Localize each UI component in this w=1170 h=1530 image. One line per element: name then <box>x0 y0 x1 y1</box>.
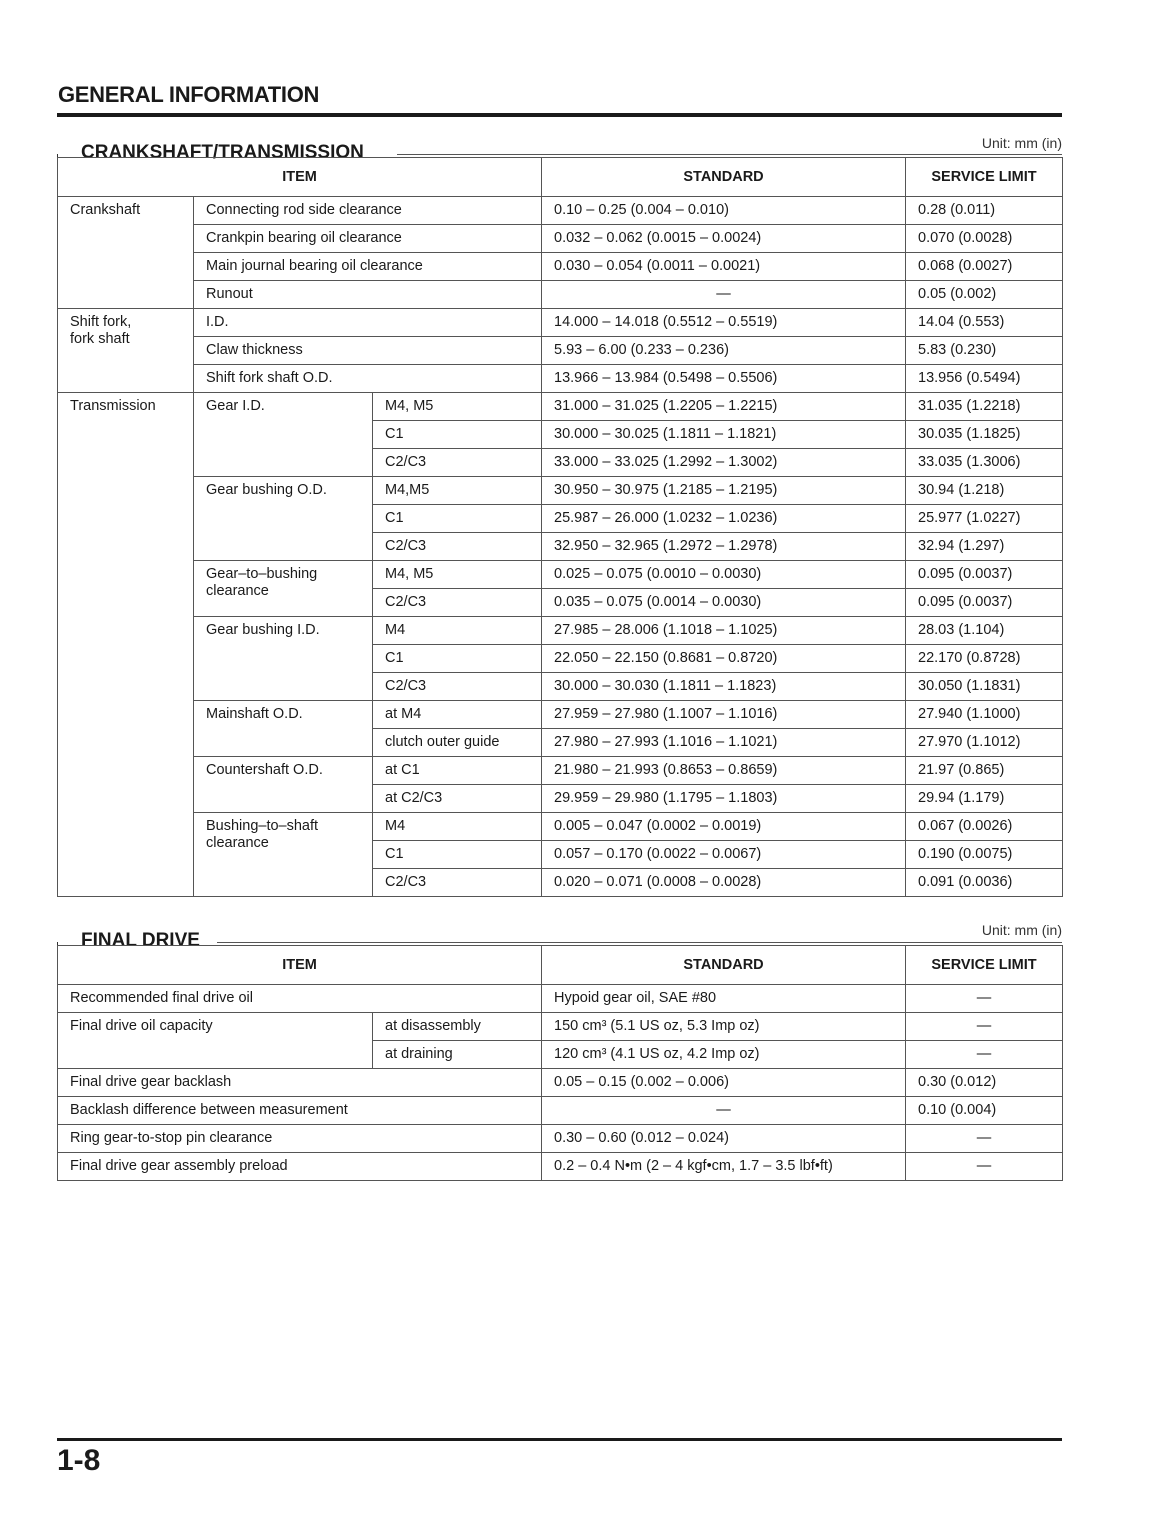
standard-value: 5.93 – 6.00 (0.233 – 0.236) <box>542 337 906 365</box>
table-row <box>58 757 1063 785</box>
limit-value: — <box>906 985 1063 1013</box>
col-header-standard: STANDARD <box>542 158 906 197</box>
table-row <box>58 1097 1063 1125</box>
sub-item: at draining <box>373 1041 542 1069</box>
heading-rule <box>217 942 1062 943</box>
table-row <box>58 1013 1063 1041</box>
item-label: Shift fork shaft O.D. <box>194 365 542 393</box>
crankshaft-spec-table <box>57 157 1063 897</box>
table-row <box>58 309 1063 337</box>
limit-value: — <box>906 1125 1063 1153</box>
table-row <box>58 1153 1063 1181</box>
item-label: Crankpin bearing oil clearance <box>194 225 542 253</box>
limit-value: 25.977 (1.0227) <box>906 505 1063 533</box>
item-label: Connecting rod side clearance <box>194 197 542 225</box>
item-label: Final drive oil capacity <box>58 1013 373 1069</box>
limit-value: 30.035 (1.1825) <box>906 421 1063 449</box>
item-label: Ring gear-to-stop pin clearance <box>58 1125 542 1153</box>
standard-value: 27.985 – 28.006 (1.1018 – 1.1025) <box>542 617 906 645</box>
limit-value: 0.10 (0.004) <box>906 1097 1063 1125</box>
sub-item: at C2/C3 <box>373 785 542 813</box>
sub-item: C2/C3 <box>373 449 542 477</box>
limit-value: 32.94 (1.297) <box>906 533 1063 561</box>
standard-value: — <box>542 1097 906 1125</box>
table-row <box>58 337 1063 365</box>
limit-value: 30.050 (1.1831) <box>906 673 1063 701</box>
sub-item: at C1 <box>373 757 542 785</box>
crankshaft-section-title: CRANKSHAFT/TRANSMISSION <box>81 142 364 163</box>
limit-value: — <box>906 1041 1063 1069</box>
sub-item: M4, M5 <box>373 561 542 589</box>
limit-value: 14.04 (0.553) <box>906 309 1063 337</box>
limit-value: 30.94 (1.218) <box>906 477 1063 505</box>
table-row <box>58 281 1063 309</box>
col-header-item: ITEM <box>58 158 542 197</box>
group-transmission: Transmission <box>58 393 194 897</box>
item-label: Backlash difference between measurement <box>58 1097 542 1125</box>
standard-value: 0.032 – 0.062 (0.0015 – 0.0024) <box>542 225 906 253</box>
sub-item: C2/C3 <box>373 673 542 701</box>
item-label: Countershaft O.D. <box>194 757 373 813</box>
table-row <box>58 393 1063 421</box>
col-header-service-limit: SERVICE LIMIT <box>906 158 1063 197</box>
item-label: Bushing–to–shaft clearance <box>194 813 373 897</box>
sub-item: M4 <box>373 617 542 645</box>
limit-value: 5.83 (0.230) <box>906 337 1063 365</box>
table-row <box>58 617 1063 645</box>
standard-value: — <box>542 281 906 309</box>
standard-value: 0.30 – 0.60 (0.012 – 0.024) <box>542 1125 906 1153</box>
standard-value: 30.000 – 30.030 (1.1811 – 1.1823) <box>542 673 906 701</box>
table-row <box>58 985 1063 1013</box>
standard-value: 33.000 – 33.025 (1.2992 – 1.3002) <box>542 449 906 477</box>
standard-value: 0.2 – 0.4 N•m (2 – 4 kgf•cm, 1.7 – 3.5 lbf•ft) <box>542 1153 906 1181</box>
col-header-service-limit: SERVICE LIMIT <box>906 946 1063 985</box>
limit-value: — <box>906 1153 1063 1181</box>
standard-value: 0.10 – 0.25 (0.004 – 0.010) <box>542 197 906 225</box>
item-label: Mainshaft O.D. <box>194 701 373 757</box>
table-row <box>58 225 1063 253</box>
item-label: Runout <box>194 281 542 309</box>
final-drive-unit-label: Unit: mm (in) <box>981 922 1062 938</box>
header-rule <box>57 113 1062 117</box>
footer-rule <box>57 1438 1062 1441</box>
item-label: Main journal bearing oil clearance <box>194 253 542 281</box>
heading-rule <box>397 154 1062 155</box>
sub-item: C2/C3 <box>373 533 542 561</box>
table-row <box>58 813 1063 841</box>
limit-value: 31.035 (1.2218) <box>906 393 1063 421</box>
standard-value: 0.05 – 0.15 (0.002 – 0.006) <box>542 1069 906 1097</box>
limit-value: 27.970 (1.1012) <box>906 729 1063 757</box>
sub-item: M4 <box>373 813 542 841</box>
limit-value: 0.091 (0.0036) <box>906 869 1063 897</box>
limit-value: 0.070 (0.0028) <box>906 225 1063 253</box>
limit-value: — <box>906 1013 1063 1041</box>
standard-value: 0.025 – 0.075 (0.0010 – 0.0030) <box>542 561 906 589</box>
standard-value: 0.035 – 0.075 (0.0014 – 0.0030) <box>542 589 906 617</box>
item-label: Final drive gear assembly preload <box>58 1153 542 1181</box>
item-label: Recommended final drive oil <box>58 985 542 1013</box>
table-row <box>58 253 1063 281</box>
table-row <box>58 1125 1063 1153</box>
sub-item: C1 <box>373 645 542 673</box>
standard-value: 27.980 – 27.993 (1.1016 – 1.1021) <box>542 729 906 757</box>
limit-value: 27.940 (1.1000) <box>906 701 1063 729</box>
limit-value: 28.03 (1.104) <box>906 617 1063 645</box>
col-header-item: ITEM <box>58 946 542 985</box>
table-row <box>58 365 1063 393</box>
page-header-title: GENERAL INFORMATION <box>58 82 320 107</box>
page-number: 1-8 <box>57 1444 101 1477</box>
item-label: I.D. <box>194 309 542 337</box>
limit-value: 0.095 (0.0037) <box>906 589 1063 617</box>
standard-value: 0.005 – 0.047 (0.0002 – 0.0019) <box>542 813 906 841</box>
item-label: Gear–to–bushing clearance <box>194 561 373 617</box>
item-label: Claw thickness <box>194 337 542 365</box>
table-header-row <box>58 158 1063 197</box>
standard-value: 21.980 – 21.993 (0.8653 – 0.8659) <box>542 757 906 785</box>
standard-value: 0.057 – 0.170 (0.0022 – 0.0067) <box>542 841 906 869</box>
sub-item: C2/C3 <box>373 589 542 617</box>
standard-value: 27.959 – 27.980 (1.1007 – 1.1016) <box>542 701 906 729</box>
crankshaft-unit-label: Unit: mm (in) <box>981 135 1062 151</box>
table-row <box>58 701 1063 729</box>
group-crankshaft: Crankshaft <box>58 197 194 309</box>
limit-value: 0.068 (0.0027) <box>906 253 1063 281</box>
standard-value: 120 cm³ (4.1 US oz, 4.2 Imp oz) <box>542 1041 906 1069</box>
group-shift-fork: Shift fork, fork shaft <box>58 309 194 393</box>
col-header-standard: STANDARD <box>542 946 906 985</box>
sub-item: clutch outer guide <box>373 729 542 757</box>
standard-value: 29.959 – 29.980 (1.1795 – 1.1803) <box>542 785 906 813</box>
sub-item: C1 <box>373 421 542 449</box>
limit-value: 33.035 (1.3006) <box>906 449 1063 477</box>
item-label: Gear I.D. <box>194 393 373 477</box>
standard-value: Hypoid gear oil, SAE #80 <box>542 985 906 1013</box>
sub-item: M4,M5 <box>373 477 542 505</box>
limit-value: 0.28 (0.011) <box>906 197 1063 225</box>
standard-value: 22.050 – 22.150 (0.8681 – 0.8720) <box>542 645 906 673</box>
table-header-row <box>58 946 1063 985</box>
limit-value: 29.94 (1.179) <box>906 785 1063 813</box>
sub-item: at M4 <box>373 701 542 729</box>
standard-value: 0.020 – 0.071 (0.0008 – 0.0028) <box>542 869 906 897</box>
table-row <box>58 1069 1063 1097</box>
standard-value: 25.987 – 26.000 (1.0232 – 1.0236) <box>542 505 906 533</box>
limit-value: 22.170 (0.8728) <box>906 645 1063 673</box>
standard-value: 31.000 – 31.025 (1.2205 – 1.2215) <box>542 393 906 421</box>
table-row <box>58 477 1063 505</box>
limit-value: 0.05 (0.002) <box>906 281 1063 309</box>
standard-value: 150 cm³ (5.1 US oz, 5.3 Imp oz) <box>542 1013 906 1041</box>
item-label: Final drive gear backlash <box>58 1069 542 1097</box>
standard-value: 30.000 – 30.025 (1.1811 – 1.1821) <box>542 421 906 449</box>
item-label: Gear bushing I.D. <box>194 617 373 701</box>
final-drive-spec-table <box>57 945 1063 1181</box>
limit-value: 0.30 (0.012) <box>906 1069 1063 1097</box>
final-drive-section-title: FINAL DRIVE <box>81 930 200 951</box>
limit-value: 0.067 (0.0026) <box>906 813 1063 841</box>
limit-value: 0.095 (0.0037) <box>906 561 1063 589</box>
table-row <box>58 561 1063 589</box>
sub-item: C1 <box>373 505 542 533</box>
standard-value: 30.950 – 30.975 (1.2185 – 1.2195) <box>542 477 906 505</box>
limit-value: 21.97 (0.865) <box>906 757 1063 785</box>
item-label: Gear bushing O.D. <box>194 477 373 561</box>
standard-value: 13.966 – 13.984 (0.5498 – 0.5506) <box>542 365 906 393</box>
sub-item: C2/C3 <box>373 869 542 897</box>
standard-value: 14.000 – 14.018 (0.5512 – 0.5519) <box>542 309 906 337</box>
sub-item: at disassembly <box>373 1013 542 1041</box>
standard-value: 32.950 – 32.965 (1.2972 – 1.2978) <box>542 533 906 561</box>
table-row <box>58 197 1063 225</box>
standard-value: 0.030 – 0.054 (0.0011 – 0.0021) <box>542 253 906 281</box>
sub-item: M4, M5 <box>373 393 542 421</box>
limit-value: 13.956 (0.5494) <box>906 365 1063 393</box>
sub-item: C1 <box>373 841 542 869</box>
limit-value: 0.190 (0.0075) <box>906 841 1063 869</box>
